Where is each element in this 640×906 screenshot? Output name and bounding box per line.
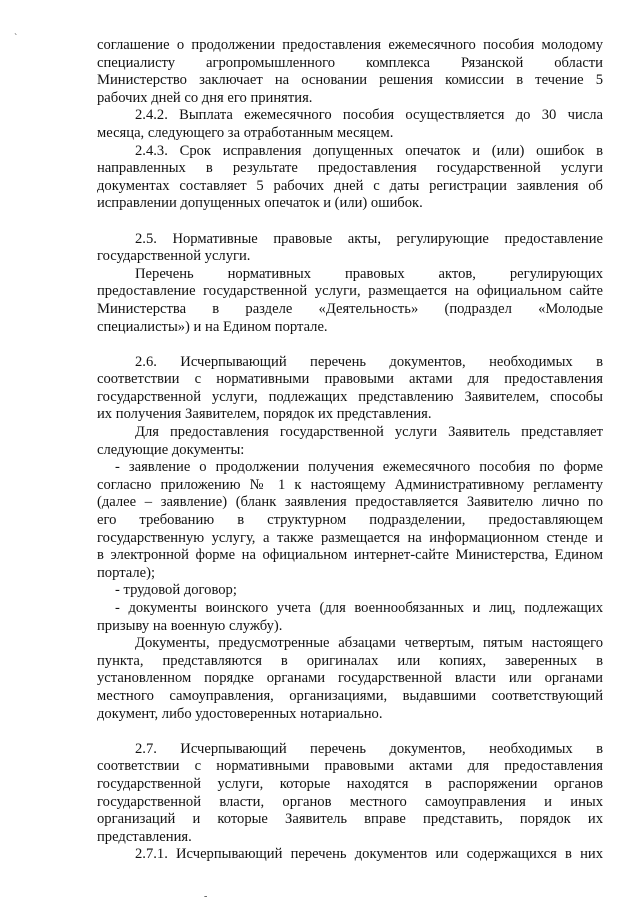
text-line: рабочих дней со дня его принятия.: [97, 89, 313, 106]
text-line: портале);: [97, 564, 156, 581]
text-line: соответствии с нормативными правовыми актами для предоставления: [97, 758, 603, 775]
text-line: направленных в результате предоставления государственной услуги: [97, 160, 603, 177]
text-line: Министерства в разделе «Деятельность» (подраздел «Молодые: [97, 300, 603, 317]
text-line: Перечень нормативных правовых актов, регулирующих: [135, 265, 603, 282]
text-line: специалисту агропромышленного комплекса Рязанской области: [97, 54, 603, 71]
text-line: документ, либо удостоверенных нотариально.: [97, 705, 383, 722]
text-line: предоставление государственной услуги, размещается на официальном сайте: [97, 283, 603, 300]
text-line: соглашение о продолжении предоставления ежемесячного пособия молодому: [97, 37, 603, 53]
text-line: призыву на военную службу).: [97, 617, 283, 634]
paragraph-2-4-3: 2.4.3. Срок исправления допущенных опечаток и (или) ошибок в: [135, 142, 603, 159]
text-line: государственной услуги, подлежащих представлению Заявителем, способы: [97, 388, 603, 405]
section-2-6-heading: 2.6. Исчерпывающий перечень документов, необходимых в: [135, 353, 603, 370]
text-line: (далее – заявление) (бланк заявления предоставляется Заявителю лично по: [97, 494, 603, 511]
text-line: следующие документы:: [97, 441, 245, 458]
text-line: согласно приложению № 1 к настоящему Административному регламенту: [97, 476, 603, 493]
text-line: его требованию в структурном подразделении, предоставляющем: [97, 512, 603, 529]
text-line: соответствии с нормативными правовыми актами для предоставления: [97, 371, 603, 388]
text-line: местного самоуправления, организациями, выдавшими соответствующий: [97, 687, 603, 704]
text-line: организаций и которые Заявитель вправе представить, порядок их: [97, 811, 603, 828]
scan-mark: -: [204, 891, 208, 902]
text-line: государственную услугу, а также размещается на информационном стенде и: [97, 529, 603, 546]
text-line: документах составляет 5 рабочих дней с даты регистрации заявления об: [97, 177, 603, 194]
list-item: - трудовой договор;: [115, 582, 237, 599]
text-line: государственной услуги, которые находятся в распоряжении органов: [97, 775, 603, 792]
text-line: государственной услуги.: [97, 248, 251, 265]
document-body: [97, 37, 603, 864]
scan-mark: `: [14, 33, 18, 44]
text-line: Для предоставления государственной услуги Заявитель представляет: [135, 424, 603, 441]
text-line: пункта, представляются в оригиналах или копиях, заверенных в: [97, 652, 603, 669]
text-line: представления.: [97, 828, 192, 845]
paragraph-2-4-2: 2.4.2. Выплата ежемесячного пособия осуществляется до 30 числа: [135, 107, 603, 124]
text-line: исправлении допущенных опечаток и (или) ошибок.: [97, 195, 423, 212]
section-2-5-heading: 2.5. Нормативные правовые акты, регулирующие предоставление: [135, 230, 603, 247]
section-2-7-heading: 2.7. Исчерпывающий перечень документов, необходимых в: [135, 740, 603, 757]
text-line: Министерство заключает на основании решения комиссии в течение 5: [97, 72, 603, 89]
text-line: специалисты») и на Едином портале.: [97, 318, 328, 335]
list-item: - заявление о продолжении получения ежемесячного пособия по форме: [115, 459, 603, 476]
text-line: государственной власти, органов местного самоуправления и иных: [97, 793, 603, 810]
text-line: месяца, следующего за отработанным месяцем.: [97, 124, 394, 141]
text-line: в электронной форме на официальном интернет-сайте Министерства, Едином: [97, 547, 603, 564]
paragraph-2-7-1: 2.7.1. Исчерпывающий перечень документов или содержащихся в них: [135, 846, 603, 863]
list-item: - документы воинского учета (для военнообязанных и лиц, подлежащих: [115, 600, 603, 616]
text-line: установленном порядке органами государственной власти или органами: [97, 670, 603, 687]
text-line: их получения Заявителем, порядок их представления.: [97, 406, 432, 423]
text-line: Документы, предусмотренные абзацами четвертым, пятым настоящего: [135, 635, 603, 652]
